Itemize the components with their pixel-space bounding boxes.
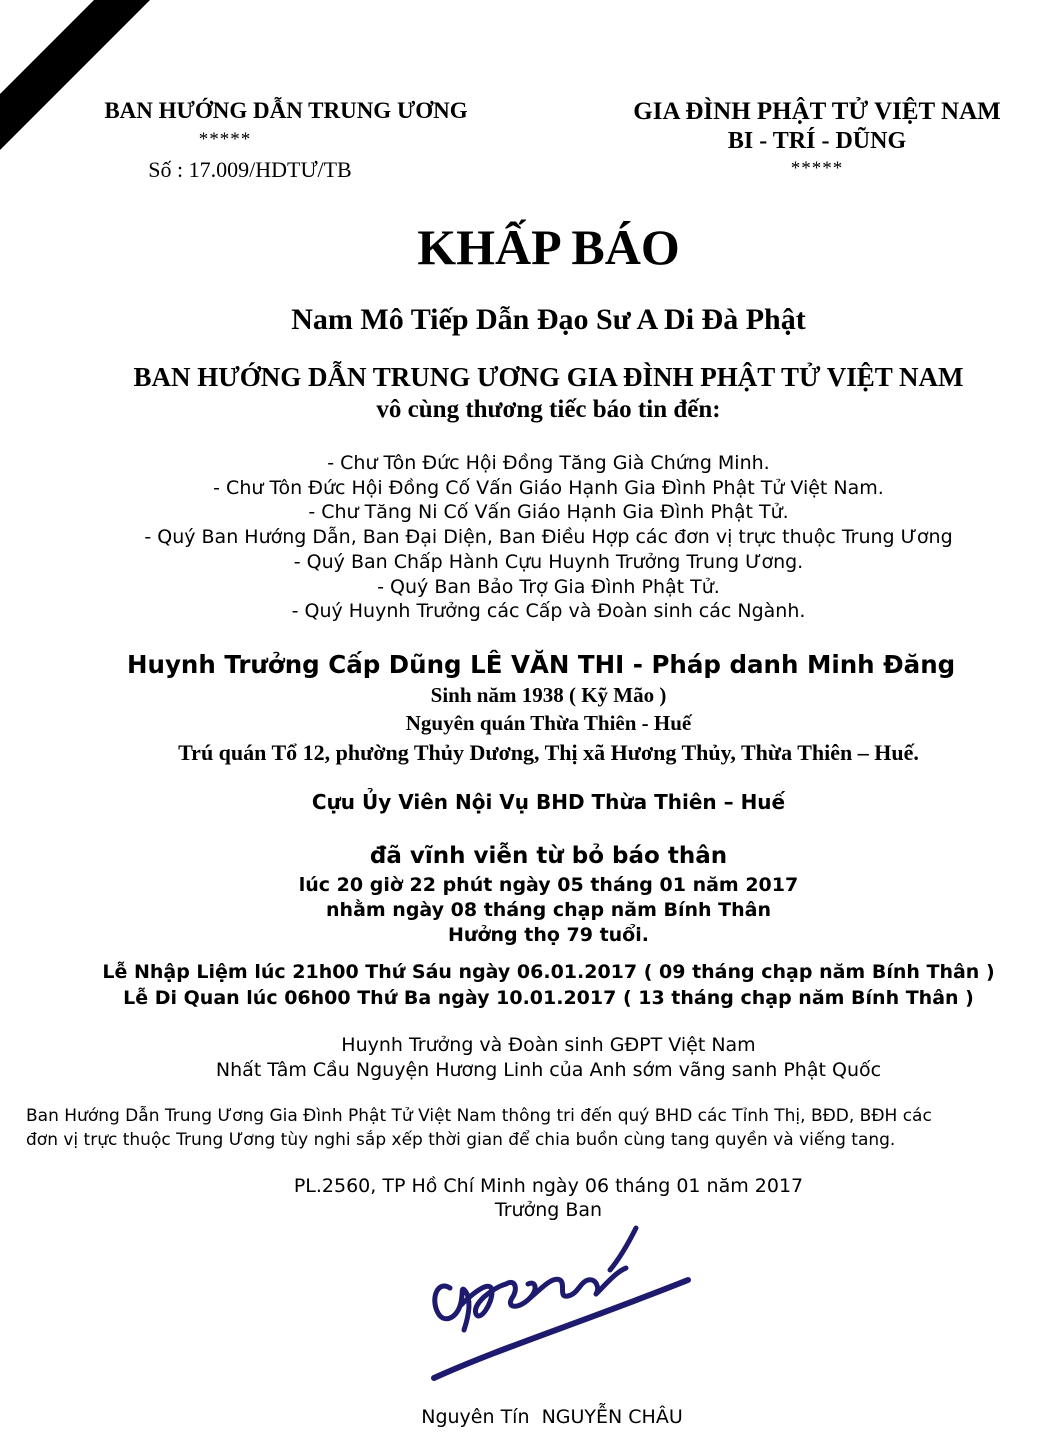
passing-headline: đã vĩnh viễn từ bỏ báo thân: [369, 843, 728, 869]
ceremony-encoffining: Lễ Nhập Liệm lúc 21h00 Thứ Sáu ngày 06.01.2017 ( 09 tháng chạp năm Bính Thân ): [102, 961, 995, 983]
header-left-org: BAN HƯỚNG DẪN TRUNG ƯƠNG: [104, 98, 468, 123]
header-right-stars: *****: [790, 158, 844, 179]
announcer-line: BAN HƯỚNG DẪN TRUNG ƯƠNG GIA ĐÌNH PHẬT TỬ VIỆT NAM: [133, 362, 964, 392]
deceased-name-line: Huynh Trưởng Cấp Dũng LÊ VĂN THI - Pháp danh Minh Đăng: [127, 650, 956, 679]
passing-age: Hưởng thọ 79 tuổi.: [448, 924, 649, 946]
header-left-stars: *****: [198, 129, 252, 150]
prayer-line-1: Huynh Trưởng và Đoàn sinh GĐPT Việt Nam: [341, 1034, 756, 1056]
deceased-born: Sinh năm 1938 ( Kỹ Mão ): [430, 683, 667, 707]
header-right-motto: BI - TRÍ - DŨNG: [727, 128, 907, 154]
list-item: - Chư Tăng Ni Cố Vấn Giáo Hạnh Gia Đình Phật Tử.: [308, 501, 789, 524]
deceased-residence: Trú quán Tổ 12, phường Thủy Dương, Thị xã Hương Thủy, Thừa Thiên – Huế.: [178, 740, 919, 765]
invocation-line: Nam Mô Tiếp Dẫn Đạo Sư A Di Đà Phật: [291, 303, 806, 336]
signer-name: Nguyên Tín NGUYỄN CHÂU: [421, 1406, 683, 1428]
list-item: - Quý Ban Chấp Hành Cựu Huynh Trưởng Trung Ương.: [293, 550, 804, 573]
list-item: - Quý Huynh Trưởng các Cấp và Đoàn sinh các Ngành.: [291, 600, 806, 623]
list-item: - Quý Ban Hướng Dẫn, Ban Đại Diện, Ban Điều Hợp các đơn vị trực thuộc Trung Ương: [144, 526, 953, 549]
notice-line-2: đơn vị trực thuộc Trung Ương tùy nghi sắp xếp thời gian để chia buồn cùng tang quyền và viếng tang.: [26, 1130, 896, 1150]
list-item: - Chư Tôn Đức Hội Đồng Tăng Già Chứng Minh.: [327, 452, 770, 474]
notice-line-1: Ban Hướng Dẫn Trung Ương Gia Đình Phật Tử Việt Nam thông tri đến quý BHD các Tỉnh Thị, BĐD, BĐH các: [26, 1106, 932, 1126]
header-right-org: GIA ĐÌNH PHẬT TỬ VIỆT NAM: [633, 98, 1001, 125]
mourning-ribbon: [0, 0, 160, 160]
page-title: KHẤP BÁO: [417, 219, 680, 275]
deceased-origin: Nguyên quán Thừa Thiên - Huế: [405, 711, 692, 735]
document-number: Số : 17.009/HDTƯ/TB: [148, 157, 352, 182]
prayer-line-2: Nhất Tâm Cầu Nguyện Hương Linh của Anh sớm vãng sanh Phật Quốc: [215, 1059, 882, 1081]
passing-lunar: nhằm ngày 08 tháng chạp năm Bính Thân: [326, 899, 771, 921]
deceased-position: Cựu Ủy Viên Nội Vụ BHD Thừa Thiên – Huế: [311, 790, 786, 814]
signature-image: [420, 1218, 700, 1388]
recipient-list: [0, 451, 1062, 624]
list-item: - Chư Tôn Đức Hội Đồng Cố Vấn Giáo Hạnh Gia Đình Phật Tử Việt Nam.: [213, 476, 884, 499]
ceremony-funeral-procession: Lễ Di Quan lúc 06h00 Thứ Ba ngày 10.01.2017 ( 13 tháng chạp năm Bính Thân ): [123, 987, 974, 1009]
announce-intro: vô cùng thương tiếc báo tin đến:: [376, 396, 721, 423]
signer-role: Trưởng Ban: [494, 1199, 603, 1221]
list-item: - Quý Ban Bảo Trợ Gia Đình Phật Tử.: [377, 575, 720, 598]
ribbon-band: [0, 0, 150, 150]
place-date: PL.2560, TP Hồ Chí Minh ngày 06 tháng 01 năm 2017: [293, 1175, 804, 1197]
passing-time: lúc 20 giờ 22 phút ngày 05 tháng 01 năm 2017: [298, 874, 799, 896]
